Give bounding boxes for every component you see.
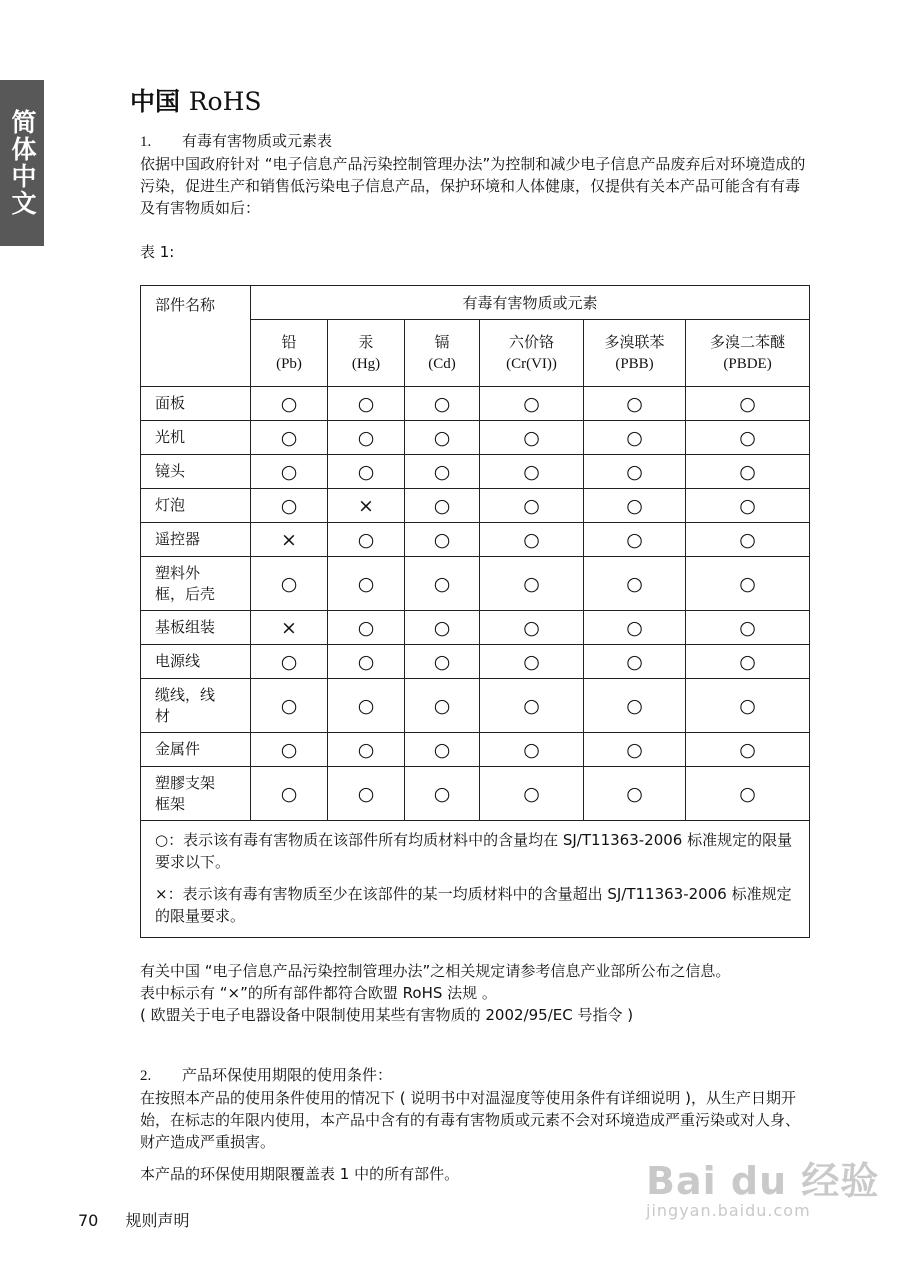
compliance-mark: ○	[686, 455, 810, 489]
compliance-mark: ×	[328, 489, 405, 523]
substance-group-header: 有毒有害物质或元素	[251, 286, 810, 320]
compliance-mark: ○	[480, 387, 584, 421]
compliance-mark: ○	[584, 523, 686, 557]
compliance-mark: ○	[686, 387, 810, 421]
page-content	[130, 82, 810, 1185]
substance-name: 汞	[358, 333, 374, 351]
compliance-mark: ○	[686, 645, 810, 679]
compliance-mark: ○	[328, 455, 405, 489]
section2-heading: 2. 产品环保使用期限的使用条件：	[140, 1066, 393, 1084]
compliance-mark: ○	[328, 557, 405, 611]
part-name: 金属件	[141, 733, 251, 767]
substance-name: 铅	[281, 333, 297, 351]
watermark-brand: Bai du 经验	[646, 1159, 880, 1203]
compliance-mark: ○	[584, 767, 686, 821]
compliance-mark: ○	[686, 611, 810, 645]
compliance-mark: ○	[251, 767, 328, 821]
compliance-mark: ○	[251, 557, 328, 611]
compliance-mark: ○	[328, 733, 405, 767]
compliance-mark: ○	[686, 679, 810, 733]
compliance-mark: ○	[405, 645, 480, 679]
compliance-mark: ○	[686, 557, 810, 611]
table-row	[141, 557, 810, 611]
note-cross: ×：表示该有毒有害物质至少在该部件的某一均质材料中的含量超出 SJ/T11363-2006 标准规定的限量要求。	[155, 885, 792, 925]
compliance-mark: ○	[584, 733, 686, 767]
substance-symbol: (Cd)	[428, 356, 456, 372]
substance-header	[480, 320, 584, 387]
compliance-mark: ○	[480, 733, 584, 767]
compliance-mark: ○	[251, 387, 328, 421]
compliance-mark: ○	[480, 489, 584, 523]
compliance-mark: ○	[480, 523, 584, 557]
after-table-text	[140, 960, 810, 1026]
compliance-mark: ○	[405, 421, 480, 455]
compliance-mark: ○	[405, 679, 480, 733]
table-row	[141, 611, 810, 645]
compliance-mark: ○	[328, 421, 405, 455]
compliance-mark: ○	[405, 767, 480, 821]
compliance-mark: ○	[405, 387, 480, 421]
compliance-mark: ○	[480, 611, 584, 645]
compliance-mark: ○	[328, 645, 405, 679]
compliance-mark: ○	[405, 557, 480, 611]
table-row	[141, 679, 810, 733]
table-row	[141, 523, 810, 557]
part-name: 面板	[141, 387, 251, 421]
part-name: 灯泡	[141, 489, 251, 523]
substance-symbol: (Pb)	[276, 356, 302, 372]
compliance-mark: ○	[686, 421, 810, 455]
compliance-mark: ○	[480, 455, 584, 489]
table-row	[141, 455, 810, 489]
compliance-mark: ○	[480, 421, 584, 455]
section1-heading: 1. 有毒有害物质或元素表	[140, 132, 333, 150]
compliance-mark: ×	[251, 523, 328, 557]
part-name: 基板组装	[141, 611, 251, 645]
substance-header	[584, 320, 686, 387]
compliance-mark: ○	[584, 455, 686, 489]
table-row	[141, 489, 810, 523]
part-name: 塑膠支架框架	[141, 767, 251, 821]
table-row	[141, 421, 810, 455]
compliance-mark: ○	[584, 421, 686, 455]
substance-name: 多溴二苯醚	[710, 333, 786, 351]
compliance-mark: ○	[686, 489, 810, 523]
part-name: 缆线，线材	[141, 679, 251, 733]
substance-symbol: (PBDE)	[723, 356, 772, 372]
compliance-mark: ×	[251, 611, 328, 645]
compliance-mark: ○	[584, 645, 686, 679]
compliance-mark: ○	[328, 767, 405, 821]
table-row	[141, 733, 810, 767]
table-row	[141, 645, 810, 679]
watermark	[646, 1150, 879, 1220]
compliance-mark: ○	[405, 611, 480, 645]
compliance-mark: ○	[584, 611, 686, 645]
substance-name: 六价铬	[508, 333, 554, 351]
compliance-mark: ○	[405, 489, 480, 523]
compliance-mark: ○	[251, 489, 328, 523]
compliance-mark: ○	[405, 455, 480, 489]
compliance-mark: ○	[480, 557, 584, 611]
side-tab-label: 简体中文	[8, 109, 37, 217]
substance-symbol: (PBB)	[615, 356, 654, 372]
compliance-mark: ○	[251, 421, 328, 455]
page-footer	[78, 1208, 189, 1231]
compliance-mark: ○	[480, 767, 584, 821]
substance-header	[251, 320, 328, 387]
compliance-mark: ○	[251, 733, 328, 767]
compliance-mark: ○	[405, 523, 480, 557]
substance-header	[328, 320, 405, 387]
substance-symbol: (Cr(VI))	[506, 356, 557, 372]
footer-section-name: 规则声明	[125, 1211, 190, 1230]
part-name: 遥控器	[141, 523, 251, 557]
substance-header	[686, 320, 810, 387]
substance-name: 多溴联苯	[604, 333, 665, 351]
watermark-url: jingyan.baidu.com	[646, 1201, 811, 1220]
compliance-mark: ○	[584, 387, 686, 421]
compliance-mark: ○	[480, 679, 584, 733]
compliance-mark: ○	[686, 733, 810, 767]
section2-para2: 本产品的环保使用期限覆盖表 1 中的所有部件。	[140, 1165, 460, 1183]
compliance-mark: ○	[328, 679, 405, 733]
substance-symbol: (Hg)	[351, 356, 381, 372]
compliance-mark: ○	[584, 557, 686, 611]
compliance-mark: ○	[251, 645, 328, 679]
language-side-tab	[0, 80, 44, 246]
substance-header	[405, 320, 480, 387]
compliance-mark: ○	[480, 645, 584, 679]
page-title: 中国 RoHS	[130, 87, 262, 116]
after-line-3: ( 欧盟关于电子电器设备中限制使用某些有害物质的 2002/95/EC 号指令 )	[140, 1006, 634, 1024]
table-notes	[141, 821, 810, 938]
compliance-mark: ○	[584, 489, 686, 523]
compliance-mark: ○	[686, 767, 810, 821]
hazardous-substance-table	[140, 285, 810, 938]
part-name: 塑料外框，后壳	[141, 557, 251, 611]
compliance-mark: ○	[584, 679, 686, 733]
part-name: 镜头	[141, 455, 251, 489]
after-line-1: 有关中国 “电子信息产品污染控制管理办法”之相关规定请参考信息产业部所公布之信息。	[140, 962, 731, 980]
part-name: 光机	[141, 421, 251, 455]
compliance-mark: ○	[686, 523, 810, 557]
compliance-mark: ○	[251, 679, 328, 733]
compliance-mark: ○	[328, 387, 405, 421]
compliance-mark: ○	[328, 523, 405, 557]
table-row	[141, 767, 810, 821]
note-circle: ○：表示该有毒有害物质在该部件所有均质材料中的含量均在 SJ/T11363-2006 标准规定的限量要求以下。	[155, 831, 793, 871]
part-name-header: 部件名称	[141, 286, 251, 387]
part-name: 电源线	[141, 645, 251, 679]
after-line-2: 表中标示有 “×”的所有部件都符合欧盟 RoHS 法规 。	[140, 984, 497, 1002]
compliance-mark: ○	[405, 733, 480, 767]
section2-para1: 在按照本产品的使用条件使用的情况下 ( 说明书中对温湿度等使用条件有详细说明 )，从生产日期开始，在标志的年限内使用，本产品中含有的有毒有害物质或元素不会对环境造成严重污染或对人身、财产造成严重损害。	[140, 1089, 801, 1151]
substance-name: 镉	[434, 333, 450, 351]
compliance-mark: ○	[328, 611, 405, 645]
table-label: 表 1:	[140, 243, 175, 261]
compliance-mark: ○	[251, 455, 328, 489]
section1-intro: 依据中国政府针对 “电子信息产品污染控制管理办法”为控制和减少电子信息产品废弃后对环境造成的污染，促进生产和销售低污染电子信息产品，保护环境和人体健康，仅提供有关本产品可能含有有毒及有害物质如后：	[140, 155, 806, 217]
page-number: 70	[78, 1211, 99, 1230]
table-row	[141, 387, 810, 421]
